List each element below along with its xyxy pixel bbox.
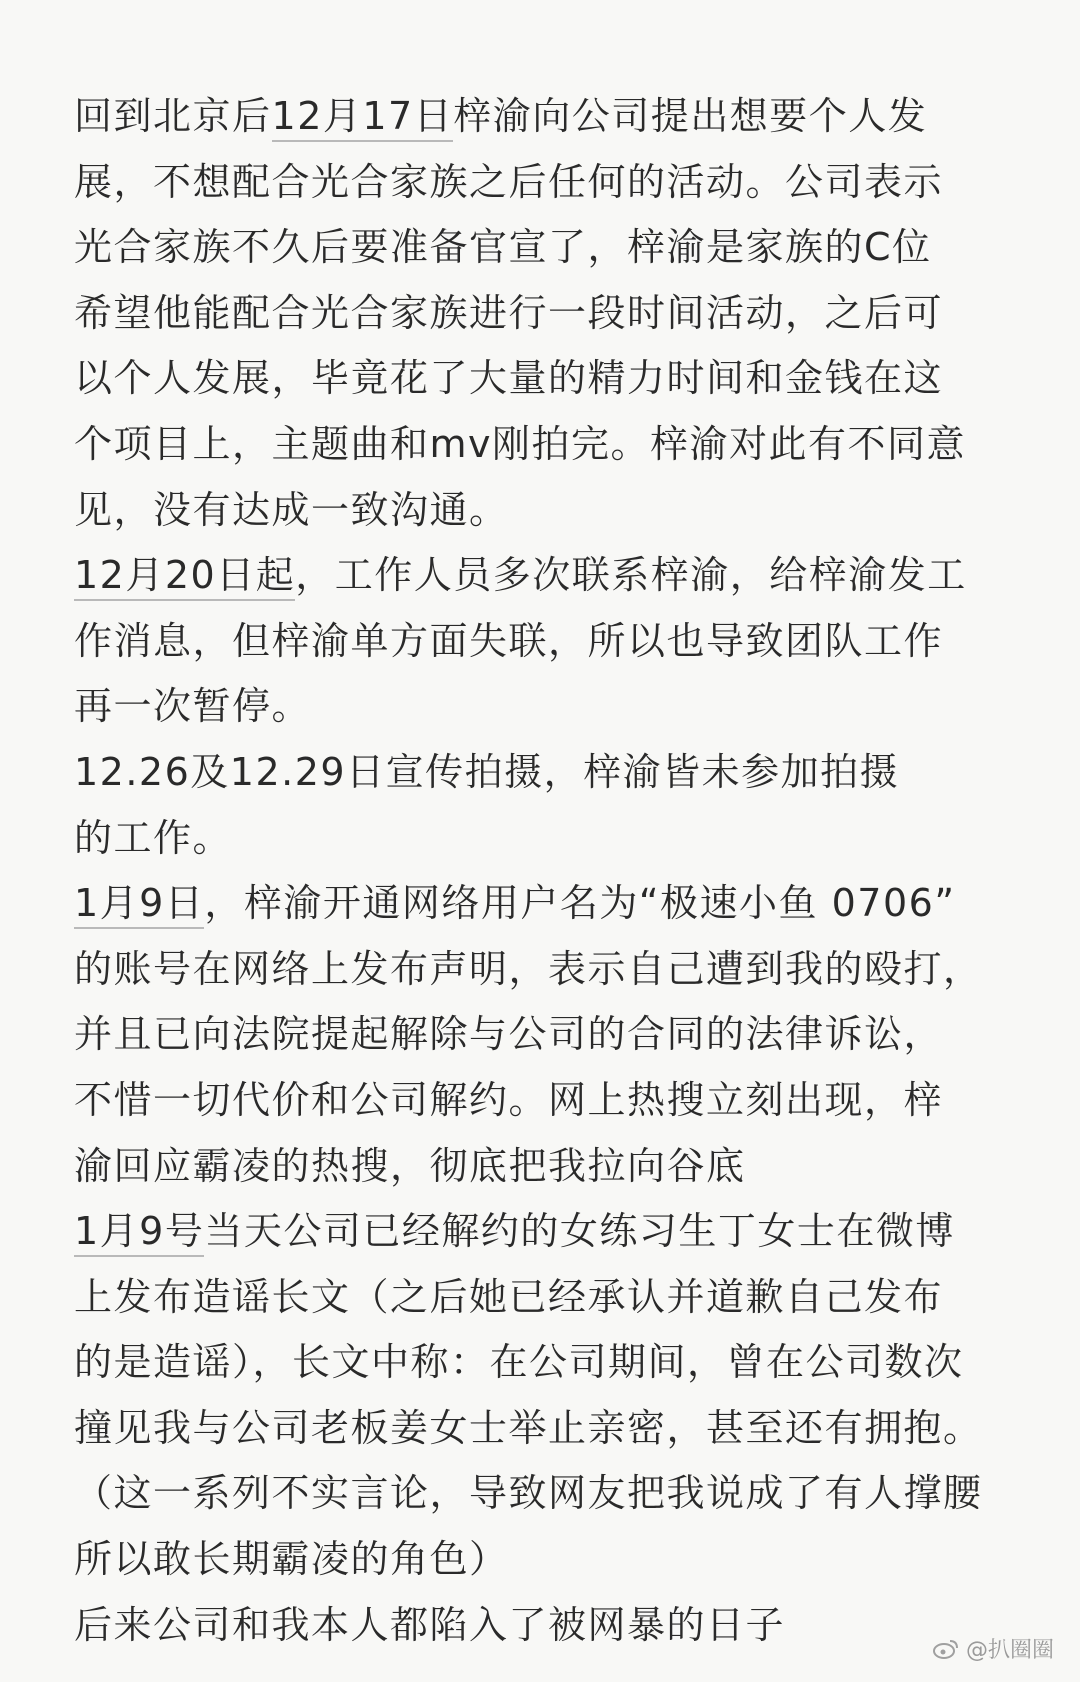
line-text: 的账号在网络上发布声明，表示自己遭到我的殴打， [74,946,983,991]
line-text: 所以敢长期霸凌的角色） [74,1537,509,1582]
text-line [74,215,1034,281]
text-line [74,871,1034,937]
text-line [74,478,1034,544]
text-line [74,1134,1034,1200]
text-line [74,543,1034,609]
line-text: 12.26及12.29日宣传拍摄，梓渝皆未参加拍摄 [74,749,900,794]
line-text: 的是造谣），长文中称：在公司期间，曾在公司数次 [74,1340,964,1385]
date-highlight: 1月9号 [74,1211,204,1257]
line-text: （这一系列不实言论，导致网友把我说成了有人撑腰 [74,1471,983,1516]
line-text: 撞见我与公司老板姜女士举止亲密，甚至还有拥抱。 [74,1405,983,1450]
line-text: 再一次暂停。 [74,684,312,729]
line-text: 光合家族不久后要准备官宣了，梓渝是家族的C位 [74,225,932,270]
line-text: 的工作。 [74,815,233,860]
text-line [74,1265,1034,1331]
document-body [74,84,1034,1658]
date-highlight: 1月9日 [74,883,204,929]
line-text: ，梓渝开通网络用户名为“极速小鱼 0706” [204,881,956,926]
line-text: 回到北京后 [74,94,272,138]
line-text: 不惜一切代价和公司解约。网上热搜立刻出现，梓 [74,1077,944,1122]
date-highlight: 12月17日 [272,96,454,142]
text-line [74,346,1034,412]
text-line [74,1199,1034,1265]
text-line [74,1396,1034,1462]
line-text: 展，不想配合光合家族之后任何的活动。公司表示 [74,159,944,204]
line-text: 作消息，但梓渝单方面失联，所以也导致团队工作 [74,618,944,663]
watermark [932,1633,1054,1664]
line-text: 并且已向法院提起解除与公司的合同的法律诉讼， [74,1012,944,1057]
text-line [74,1002,1034,1068]
line-text: 见，没有达成一致沟通。 [74,487,509,532]
line-text: 上发布造谣长文（之后她已经承认并道歉自己发布 [74,1274,944,1319]
text-line [74,1527,1034,1593]
line-text: ，工作人员多次联系梓渝，给梓渝发工 [295,553,967,598]
watermark-text: @扒圈圈 [965,1638,1054,1663]
line-text: 渝回应霸凌的热搜，彻底把我拉向谷底 [74,1143,746,1188]
weibo-icon [932,1638,960,1660]
text-line [74,937,1034,1003]
line-text: 梓渝向公司提出想要个人发 [453,94,928,138]
text-line [74,740,1034,806]
text-line [74,1068,1034,1134]
text-line [74,281,1034,347]
text-line [74,1593,1034,1659]
text-line [74,84,1034,150]
text-line [74,806,1034,872]
text-line [74,1461,1034,1527]
text-line [74,609,1034,675]
line-text: 后来公司和我本人都陷入了被网暴的日子 [74,1602,786,1647]
line-text: 当天公司已经解约的女练习生丁女士在微博 [204,1209,955,1254]
text-line [74,674,1034,740]
line-text: 希望他能配合光合家族进行一段时间活动，之后可 [74,290,944,335]
text-line [74,1330,1034,1396]
line-text: 个项目上，主题曲和mv刚拍完。梓渝对此有不同意 [74,421,967,466]
date-highlight: 12月20日起 [74,555,295,601]
text-line [74,150,1034,216]
text-line [74,412,1034,478]
line-text: 以个人发展，毕竟花了大量的精力时间和金钱在这 [74,356,944,401]
